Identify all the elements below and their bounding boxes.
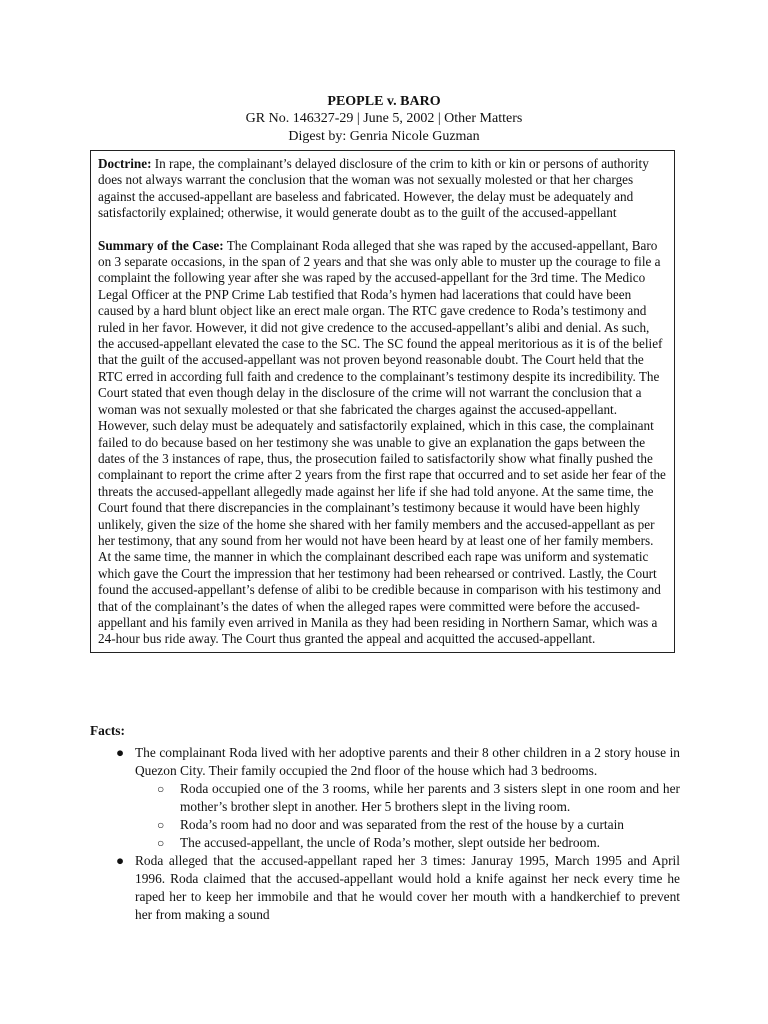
case-title: PEOPLE v. BARO	[327, 94, 441, 109]
case-citation: GR No. 146327-29 | June 5, 2002 | Other Matters	[245, 111, 523, 126]
sub-list-item	[135, 780, 680, 816]
sub-list-item	[135, 834, 680, 852]
sub-list-item	[135, 816, 680, 834]
bullet-icon: ●	[116, 745, 125, 760]
doctrine-paragraph	[98, 156, 668, 222]
doctrine-text: In rape, the complainant’s delayed disclosure of the crim to kith or kin or persons of authority does not always warrant the conclusion that the woman was not sexually molested or that her charges against the accused-appellant are baseless and fabricated. However, the delay must be adequately and satisfactorily explained; otherwise, it would generate doubt as to the guilt of the accused-appellant	[98, 156, 649, 221]
sub-list-item-text: The accused-appellant, the uncle of Roda’s mother, slept outside her bedroom.	[180, 835, 601, 850]
circle-bullet-icon: ○	[157, 782, 165, 796]
circle-bullet-icon: ○	[157, 818, 165, 832]
summary-box	[90, 150, 675, 653]
doctrine-label: Doctrine:	[98, 156, 152, 171]
sub-list	[135, 780, 680, 852]
summary-text: The Complainant Roda alleged that she was raped by the accused-appellant, Baro on 3 separate occasions, in the span of 2 years and that she was only able to muster up the courage to file a complaint the following year after she was raped by the accused-appellant for the 3rd time. The Medico Legal Officer at the PNP Crime Lab testified that Roda’s hymen had lacerations that could have been caused by a hard blunt object like an erect male organ. The RTC gave credence to Roda’s testimony and ruled in her favor. However, it did not give credence to the accused-appellant’s alibi and denial. As such, the accused-appellant elevated the case to the SC. The SC found the appeal meritorious as it is of the belief that the guilt of the accused-appellant was not proven beyond reasonable doubt. The Court held that the RTC erred in according full faith and credence to the complainant’s testimony despite its incredibility. The Court stated that even though delay in the disclosure of the crime will not warrant the conclusion that a woman was not sexually molested or that she fabricated the charges against the accused-appellant. However, such delay must be adequately and satisfactorily explained, which in this case, the complainant failed to do because based on her testimony she was unable to give an explanation the gaps between the dates of the 3 instances of rape, thus, the prosecution failed to satisfactorily show what finally pushed the complainant to report the crime after 2 years from the first rape that occurred and to set aside her fear of the threats the accused-appellant allegedly made against her life if she had told anyone. At the same time, the Court found that there discrepancies in the complainant’s testimony because it would have been highly unlikely, given the size of the home she shared with her family members and the accused-appellant as per her testimony, that any sound from her would not have been heard by at least one of her family members. At the same time, the manner in which the complainant described each rape was uniform and systematic which gave the Court the impression that her testimony had been rehearsed or contrived. Lastly, the Court found the accused-appellant’s defense of alibi to be credible because in comparison with his testimony and that of the complainant’s the dates of when the alleged rapes were committed were before the accused-appellant and his family even arrived in Manila as they had been residing in Northern Samar, which was a 24-hour bus ride away. The Court thus granted the appeal and acquitted the accused-appellant.	[98, 237, 666, 647]
list-item-text: Roda alleged that the accused-appellant raped her 3 times: Januray 1995, March 1995 and April 1996. Roda claimed that the accused-appellant would hold a knife against her neck every time he raped her to keep her immobile and that he would cover her mouth with a handkerchief to prevent her from making a sound	[135, 853, 680, 922]
document-header	[0, 93, 768, 146]
summary-paragraph	[98, 238, 668, 648]
facts-list	[90, 744, 680, 924]
sub-list-item-text: Roda’s room had no door and was separated from the rest of the house by a curtain	[180, 817, 624, 832]
sub-list-item-text: Roda occupied one of the 3 rooms, while her parents and 3 sisters slept in one room and her mother’s brother slept in another. Her 5 brothers slept in the living room.	[180, 781, 680, 814]
list-item-text: The complainant Roda lived with her adoptive parents and their 8 other children in a 2 story house in Quezon City. Their family occupied the 2nd floor of the house which had 3 bedrooms.	[135, 745, 680, 778]
list-item	[90, 744, 680, 852]
bullet-icon: ●	[116, 853, 125, 868]
list-item	[90, 852, 680, 924]
summary-label: Summary of the Case:	[98, 237, 224, 253]
facts-section	[90, 722, 680, 924]
circle-bullet-icon: ○	[157, 836, 165, 850]
digest-author: Digest by: Genria Nicole Guzman	[288, 129, 480, 144]
facts-heading: Facts:	[90, 723, 125, 738]
